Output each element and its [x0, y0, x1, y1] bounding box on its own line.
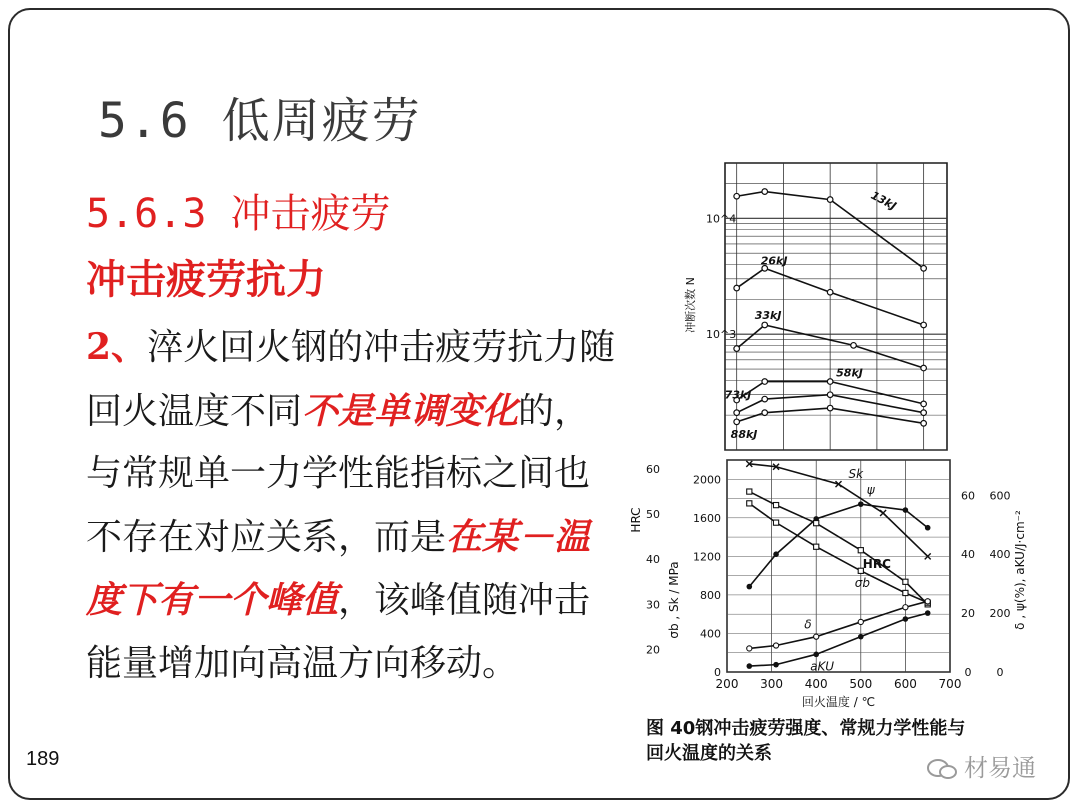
chart2-point: [903, 507, 909, 513]
chart2-left-outer-tick: 60: [646, 463, 660, 477]
chart2-right-inner-tick: 60: [961, 489, 975, 503]
chart2-right-label: δ , ψ(%), aKU/J·cm⁻²: [1013, 510, 1027, 630]
chart1-point: [762, 410, 768, 416]
chart1-point: [734, 193, 740, 199]
para-emphasis-2: 在某－温度下有一个峰值: [86, 515, 591, 621]
chart2-series-line: [749, 504, 927, 586]
mechanical-properties-chart: [620, 450, 1040, 712]
chart1-ytick-label: 10^3: [706, 328, 737, 342]
chart2-right-inner-tick: 0: [964, 666, 972, 679]
chart1-series-label: 33kJ: [754, 308, 782, 322]
chart2-stress-label: σb , Sk / MPa: [667, 561, 681, 639]
watermark: [926, 748, 1036, 783]
chart2-xlabel: 回火温度 / ℃: [801, 695, 876, 709]
chart2-series: [746, 461, 930, 669]
chart1-series-label: 26kJ: [760, 254, 788, 268]
para-text-1: 淬火回火钢的冲击疲劳抗力随回火温度不同: [86, 327, 616, 432]
chart2-left-outer-tick: 20: [646, 643, 660, 657]
chart2-point: [925, 525, 931, 531]
chart2-hrc-label: HRC: [629, 507, 643, 533]
chart2-point: [903, 579, 908, 584]
chart2-point: [747, 501, 752, 506]
chart1-point: [921, 322, 927, 328]
chart2-xtick-label: 400: [804, 677, 828, 691]
slide-title: 5.6 低周疲劳: [98, 93, 422, 149]
chart2-point: [773, 643, 778, 648]
chart1-point: [762, 396, 768, 402]
chart2-point: [773, 551, 779, 557]
chart2-left-inner-tick: 1600: [693, 511, 721, 525]
chart2-left-outer-tick: 40: [646, 553, 660, 567]
para-emphasis-1: 不是单调变化: [302, 389, 519, 432]
chart1-point: [921, 401, 927, 407]
chart1-point: [762, 379, 768, 385]
chart2-series-label: δ: [804, 617, 812, 632]
chart2-point: [903, 590, 908, 595]
chart1-point: [827, 289, 833, 295]
chart1-series-label: 13kJ: [868, 188, 899, 213]
page-number: 189: [26, 748, 60, 770]
chart1-series-label: 88kJ: [730, 427, 758, 441]
chart1-point: [827, 405, 833, 411]
chart2-point: [813, 652, 819, 658]
chart1-ytick-label: 10^4: [706, 212, 737, 226]
chart1-point: [827, 197, 833, 203]
chart2-series-label: Sk: [848, 467, 864, 482]
section-subtitle: 5.6.3 冲击疲劳: [86, 191, 391, 237]
para-text-3: ，该峰值随冲击能量增加向高温方向移动。: [86, 580, 591, 684]
chart2-point: [747, 663, 753, 669]
chart2-left-inner-tick: 0: [714, 666, 721, 679]
chart1-point: [734, 285, 740, 291]
chart2-point: [747, 646, 752, 651]
chart2-xtick-label: 500: [849, 677, 873, 691]
chart1-point: [851, 343, 857, 349]
chart2-point: [747, 489, 752, 494]
wechat-icon: [926, 758, 958, 780]
chart1-point: [734, 346, 740, 352]
chart2-point: [858, 548, 863, 553]
chart2-series-label: ψ: [866, 483, 875, 498]
body-paragraph: [86, 316, 616, 695]
chart2-xtick-label: 600: [893, 677, 917, 691]
chart2-right-inner-tick: 40: [961, 548, 975, 562]
chart1-series-label: 73kJ: [724, 388, 752, 402]
chart2-grid: [727, 460, 950, 672]
chart2-series-line: [749, 613, 927, 666]
chart2-point: [925, 610, 931, 616]
chart1-point: [734, 419, 740, 425]
chart1-point: [762, 189, 768, 195]
impact-fatigue-chart: [640, 155, 960, 455]
chart2-left-outer-tick: 50: [646, 508, 660, 522]
chart2-point: [858, 501, 864, 507]
chart2-xtick-label: 200: [715, 677, 739, 691]
chart2-right-inner-tick: 20: [961, 607, 975, 621]
chart2-point: [773, 520, 778, 525]
chart2-xtick-label: 300: [760, 677, 784, 691]
item-number: 2、: [86, 326, 148, 368]
chart2-point: [880, 510, 886, 516]
chart2-left-inner-tick: 2000: [693, 473, 721, 487]
chart2-point: [903, 605, 908, 610]
chart1-frame: [725, 163, 947, 450]
chart1-point: [921, 365, 927, 371]
chart1-point: [827, 392, 833, 398]
chart2-left-inner-tick: 800: [700, 588, 721, 602]
chart1-point: [762, 322, 768, 328]
chart2-point: [903, 616, 909, 622]
chart1-series-label: 58kJ: [836, 366, 863, 380]
chart2-series-label: HRC: [862, 557, 891, 572]
chart1-point: [921, 421, 927, 427]
chart2-left-inner-tick: 400: [700, 627, 721, 641]
chart2-frame: [727, 460, 950, 672]
para-text-2: 的，与常规单一力学性能指标之间也不存在对应关系，而是: [86, 390, 591, 558]
chart1-ylabel: 冲断次数 N: [684, 277, 697, 333]
chart2-point: [814, 521, 819, 526]
chart2-point: [858, 619, 863, 624]
chart2-point: [858, 634, 864, 640]
section-heading: 冲击疲劳抗力: [86, 256, 326, 303]
chart2-point: [773, 503, 778, 508]
chart2-left-outer-tick: 30: [646, 598, 660, 612]
chart2-xtick-label: 700: [938, 677, 962, 691]
chart1-point: [734, 410, 740, 416]
chart2-series-line: [749, 492, 927, 605]
chart2-series-label: aKU: [810, 659, 834, 674]
chart1-point: [921, 266, 927, 272]
chart2-right-outer-tick: 400: [989, 548, 1011, 562]
chart2-series-line: [749, 601, 927, 648]
chart2-right-outer-tick: 200: [989, 607, 1011, 621]
chart1-grid: [725, 163, 947, 450]
chart2-labels: [629, 463, 1027, 709]
watermark-text: 材易通: [964, 754, 1036, 782]
chart1-point: [921, 410, 927, 416]
chart2-point: [925, 599, 930, 604]
chart2-point: [814, 544, 819, 549]
chart2-point: [773, 662, 779, 668]
chart2-right-outer-tick: 600: [989, 489, 1011, 503]
chart2-series-label: σb: [854, 575, 871, 590]
caption-line-2: 回火温度的关系: [646, 743, 772, 764]
chart1-point: [827, 379, 833, 385]
caption-line-1: 图 40钢冲击疲劳强度、常规力学性能与: [646, 718, 966, 739]
chart2-left-inner-tick: 1200: [693, 550, 721, 564]
chart2-right-outer-tick: 0: [996, 666, 1004, 679]
chart2-point: [747, 584, 753, 590]
chart2-point: [814, 634, 819, 639]
